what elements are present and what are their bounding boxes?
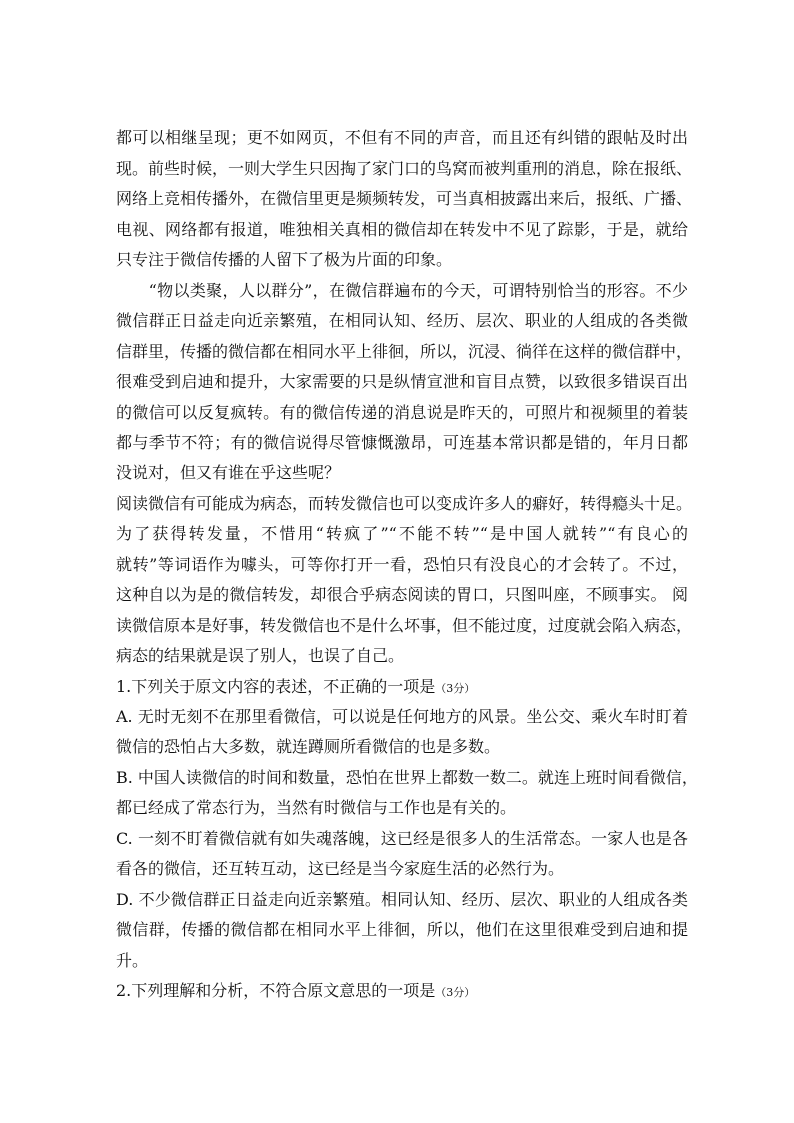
passage-line: 就转”等词语作为噱头，可等你打开一看，恐怕只有没良心的才会转了。不过， bbox=[116, 555, 688, 574]
score-mark: （3分） bbox=[435, 986, 476, 999]
passage-line: 只专注于微信传播的人留下了极为片面的印象。 bbox=[116, 250, 453, 269]
option-b-line: B. 中国人读微信的时间和数量，恐怕在世界上都数一数二。就连上班时间看微信， bbox=[116, 768, 698, 787]
question-text: 2.下列理解和分析，不符合原文意思的一项是 bbox=[116, 981, 436, 1000]
option-a-line: 微信的恐怕占大多数，就连蹲厕所看微信的也是多数。 bbox=[116, 737, 501, 756]
passage-line: 都可以相继呈现；更不如网页，不但有不同的声音，而且还有纠错的跟帖及时出 bbox=[116, 128, 688, 147]
option-d-line: 微信群，传播的微信都在相同水平上徘徊，所以，他们在这里很难受到启迪和提 bbox=[116, 920, 688, 939]
passage-line: 为了获得转发量，不惜用“转疯了”“不能不转”“是中国人就转”“有良心的 bbox=[116, 524, 688, 543]
option-c-line: C. 一刻不盯着微信就有如失魂落魄，这已经是很多人的生活常态。一家人也是各 bbox=[116, 829, 688, 848]
passage-line: 没说对，但又有谁在乎这些呢？ bbox=[116, 463, 341, 482]
passage-line: 电视、网络都有报道，唯独相关真相的微信却在转发中不见了踪影，于是，就给 bbox=[116, 220, 688, 239]
question-stem bbox=[116, 981, 688, 1003]
option-d-line: 升。 bbox=[116, 951, 149, 970]
passage-line: 信群里，传播的微信都在相同水平上徘徊，所以，沉浸、徜徉在这样的微信群中， bbox=[116, 342, 693, 361]
passage-line: 网络上竞相传播外，在微信里更是频频转发，可当真相披露出来后，报纸、广播、 bbox=[116, 189, 693, 208]
passage-line: 微信群正日益走向近亲繁殖，在相同认知、经历、层次、职业的人组成的各类微 bbox=[116, 311, 688, 330]
option-a-line: A. 无时无刻不在那里看微信，可以说是任何地方的风景。坐公交、乘火车时盯着 bbox=[116, 707, 688, 726]
passage-line: “物以类聚，人以群分”，在微信群遍布的今天，可谓特别恰当的形容。不少 bbox=[116, 281, 688, 300]
passage-line: 读微信原本是好事，转发微信也不是什么坏事，但不能过度，过度就会陷入病态， bbox=[116, 616, 693, 635]
passage-line: 这种自以为是的微信转发，却很合乎病态阅读的胃口，只图叫座，不顾事实。 阅 bbox=[116, 585, 688, 604]
passage-line: 现。前些时候，一则大学生只因掏了家门口的鸟窝而被判重刑的消息，除在报纸、 bbox=[116, 159, 693, 178]
passage-line: 都与季节不符；有的微信说得尽管慷慨激昂，可连基本常识都是错的，年月日都 bbox=[116, 433, 688, 452]
score-mark: （3分） bbox=[435, 682, 476, 695]
passage-line: 的微信可以反复疯转。有的微信传递的消息说是昨天的，可照片和视频里的着装 bbox=[116, 403, 688, 422]
option-b-line: 都已经成了常态行为，当然有时微信与工作也是有关的。 bbox=[116, 798, 517, 817]
option-c-line: 看各的微信，还互转互动，这已经是当今家庭生活的必然行为。 bbox=[116, 859, 565, 878]
passage-line: 阅读微信有可能成为病态，而转发微信也可以变成许多人的癖好，转得瘾头十足。 bbox=[116, 494, 693, 513]
question-stem bbox=[116, 677, 688, 699]
question-text: 1.下列关于原文内容的表述，不正确的一项是 bbox=[116, 677, 436, 696]
passage-line: 病态的结果就是误了别人，也误了自己。 bbox=[116, 646, 405, 665]
option-d-line: D. 不少微信群正日益走向近亲繁殖。相同认知、经历、层次、职业的人组成各类 bbox=[116, 890, 688, 909]
passage-line: 很难受到启迪和提升，大家需要的只是纵情宣泄和盲目点赞，以致很多错误百出 bbox=[116, 372, 688, 391]
